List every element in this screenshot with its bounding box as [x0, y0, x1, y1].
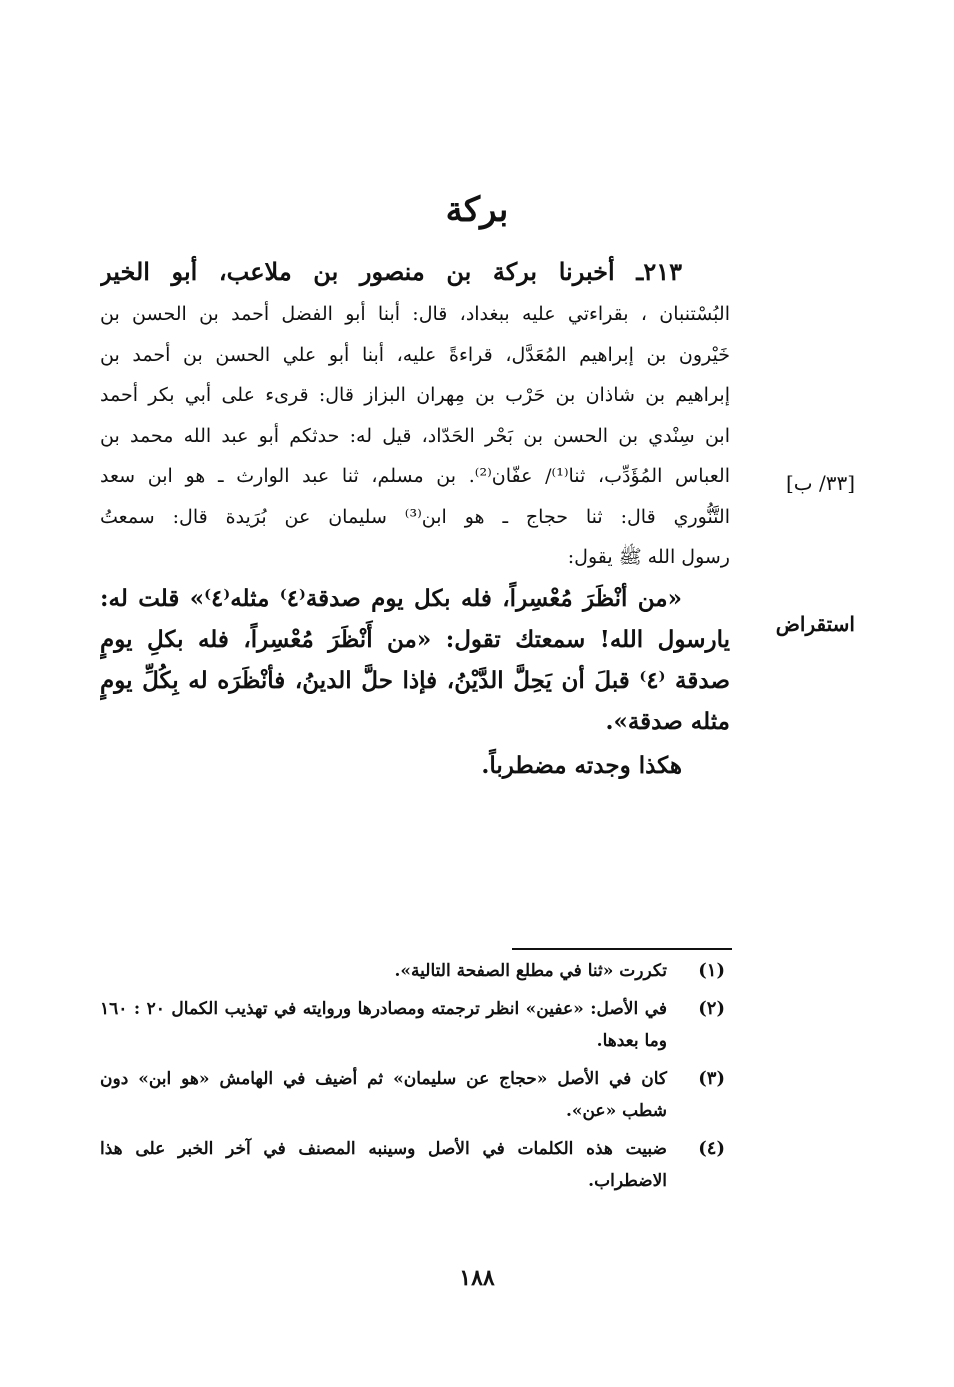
chapter-title: بركة [445, 190, 509, 230]
page-number: ١٨٨ [459, 1265, 495, 1291]
hadith-line: ابن سِنْدي بن الحسن بن بَحْر الحَدّاد، قيل له: حدثكم أبو عبد الله محمد بن [100, 424, 730, 447]
footnote-text: في الأصل: «عفين» انظر ترجمته ومصادرها وروايته في تهذيب الكمال ٢٠ : ١٦٠ وما بعدها. [100, 999, 667, 1051]
footnote-divider [512, 948, 732, 950]
hadith-line: إبراهيم بن شاذان بن حَرْب بن مِهران البزاز قال: قرىء على أبي بكر أحمد [100, 384, 730, 406]
footnote-text: ضبيت هذه الكلمات في الأصل وسينبه المصنف في آخر الخبر على هذا الاضطراب. [100, 1139, 667, 1191]
hadith-line: البُسْتنبان ، بقراءتي عليه ببغداد، قال: أبنا أبو الفضل أحمد بن الحسن بن [100, 303, 730, 325]
footnote-number: (١) [698, 960, 725, 981]
hadith-line: العباس المُؤَدِّب، ثنا⁽¹⁾/ عفّان⁽²⁾. بن مسلم، ثنا عبد الوارث ـ هو ابن سعد [100, 465, 730, 487]
hadith-line: «من أنْظَرَ مُعْسِراً، فله بكل يوم صدقة⁽٤⁾ مثله⁽٤⁾» قلت له: [100, 584, 682, 612]
hadith-line: التَّنُّوري قال: ثنا حجاج ـ هو ابن⁽³⁾ سليمان عن بُرَيدة قال: سمعتُ [100, 505, 730, 528]
folio-marker: [٣٣/ ب] [785, 471, 855, 495]
footnote-number: (٤) [698, 1138, 725, 1159]
hadith-line: ٢١٣ـ أخبرنا بركة بن منصور بن ملاعب، أبو الخير [100, 257, 682, 286]
footnote-number: (٢) [698, 998, 725, 1019]
hadith-line: رسول الله ﷺ يقول: [567, 546, 730, 568]
hadith-line: يارسول الله! سمعتك تقول: «من أَنْظَرَ مُعْسِراً، فله بكلِ يومٍ [100, 625, 730, 653]
footnote-number: (٣) [698, 1068, 725, 1089]
footnote-text: كان في الأصل «حجاج عن سليمان» ثم أضيف في الهامش «هو ابن» دون شطب «عن». [100, 1069, 667, 1121]
footnote [100, 993, 725, 1057]
footnote-text: تكررت «ثنا في مطلع الصفحة التالية». [394, 961, 667, 981]
hadith-line: مثله صدقة». [605, 707, 730, 735]
footnotes [100, 955, 725, 1203]
footnote [100, 955, 725, 987]
hadith-line: خَيْرون بن إبراهيم المُعَدَّل، قراءةً عليه، أبنا أبو علي الحسن بن أحمد بن [100, 343, 730, 366]
topic-marginal-note: استقراض [775, 612, 855, 636]
hadith-text [100, 250, 730, 786]
closing-remark: هكذا وجدته مضطرباً. [481, 751, 682, 779]
hadith-line: صدقة ⁽٤⁾ قبلَ أن يَحِلَّ الدَّيْنُ، فإذا حلَّ الدينُ، فأنْظَرَه له بِكُلِّ يومٍ [100, 666, 730, 694]
footnote [100, 1063, 725, 1127]
footnote [100, 1133, 725, 1197]
